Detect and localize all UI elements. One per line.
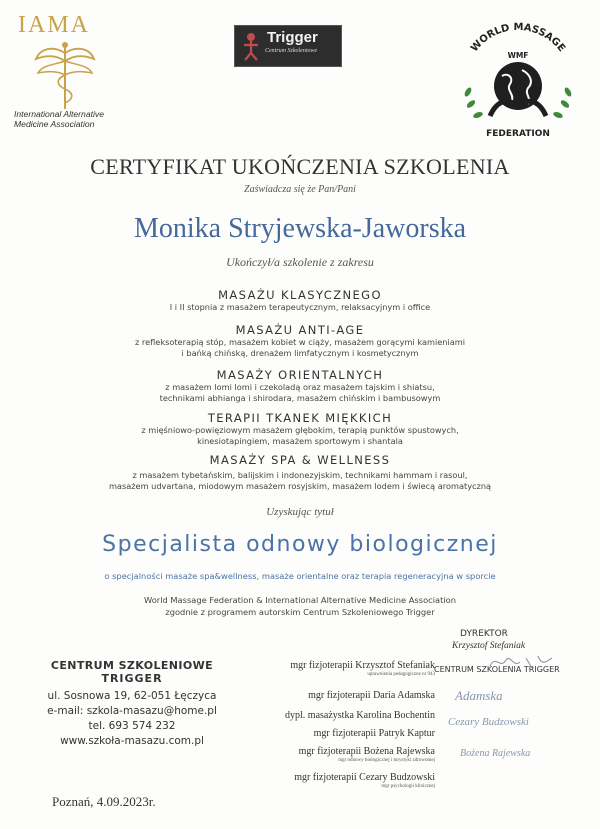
section-line: z mięśniowo-powięziowym masażem głębokim, terapią punktów spustowych, (141, 425, 459, 435)
section-line: z masażem lomi lomi i czekoladą oraz masażem tajskim i shiatsu, (165, 382, 435, 392)
signatory-name: mgr fizjoterapii Daria Adamska (308, 690, 435, 701)
section-line: z masażem tybetańskim, balijskim i indonezyjskim, technikami hammam i rasoul, (132, 470, 468, 480)
recipient-name: Monika Stryjewska-Jaworska (133, 213, 467, 244)
obtaining-text: Uzyskując tytuł (266, 506, 334, 518)
handwritten-signature-2: Cezary Budzowski (448, 716, 529, 728)
wmf-mid-text: WMF (507, 51, 529, 60)
centre-name: CENTRUM SZKOLENIOWE (50, 659, 214, 672)
caduceus-icon (34, 39, 96, 113)
section-title: TERAPII TKANEK MIĘKKICH (207, 411, 393, 425)
section-line: z refleksoterapią stóp, masażem kobiet w ciąży, masażem gorącymi kamieniami (135, 337, 465, 347)
section-title: MASAŻU KLASYCZNEGO (218, 288, 382, 302)
signatory-role: uprawnienia pedagogiczne nr 943 (367, 672, 435, 677)
centre-name-trigger: TRIGGER (101, 672, 163, 685)
iama-logo (14, 12, 134, 129)
trigger-subtitle: Centrum Szkoleniowe (265, 48, 318, 54)
director-signature (486, 652, 556, 672)
centre-address: ul. Sosnowa 19, 62-051 Łęczyca (47, 690, 217, 702)
signatory-kaptur (314, 728, 435, 739)
section-spa-wellness (0, 453, 600, 492)
section-line: kinesiotapingiem, masażem sportowym i shantala (197, 436, 403, 446)
certificate-title: CERTYFIKAT UKOŃCZENIA SZKOLENIA (90, 154, 510, 179)
signatory-role: mgr psychologii klinicznej (381, 784, 435, 789)
section-klasyczny (0, 288, 600, 313)
award-title: Specjalista odnowy biologicznej (102, 532, 498, 557)
iama-subtitle-line1: International Alternative (14, 109, 104, 119)
completed-text: Ukończył/a szkolenie z zakresu (226, 255, 374, 269)
wmf-top-text: WORLD MASSAGE (469, 21, 568, 55)
signatory-name: dypl. masażystka Karolina Bochentin (285, 710, 435, 721)
issuer-block (0, 594, 600, 618)
section-tkanki-miekkie (0, 411, 600, 447)
director-name: Krzysztof Stefaniak (452, 641, 526, 651)
signatory-bochentin (285, 710, 435, 721)
iama-subtitle-line2: Medicine Association (14, 119, 95, 129)
signatory-name: mgr fizjoterapii Patryk Kaptur (313, 728, 435, 739)
centre-website: www.szkoła-masazu.com.pl (60, 735, 204, 747)
section-line: masażem udvartana, miodowym masażem rosyjskim, masażem lodem i świecą aromatyczną (108, 481, 492, 491)
section-line: I i II stopnia z masażem terapeutycznym, relaksacyjnym i office (169, 302, 431, 312)
trigger-logo (234, 25, 342, 67)
iama-title: IAMA (18, 12, 90, 38)
signatory-name: mgr fizjoterapii Cezary Budzowski (294, 772, 435, 783)
award-specialization: o specjalności masaże spa&wellness, masaże orientalne oraz terapia regeneracyjna w sporcie (104, 571, 496, 581)
attests-text: Zaświadcza się że Pan/Pani (244, 184, 356, 195)
signatory-name: mgr fizjoterapii Krzysztof Stefaniak (290, 660, 435, 671)
wmf-logo (454, 20, 582, 144)
signatory-rajewska (299, 746, 435, 764)
signatory-budzowski (294, 772, 435, 790)
iama-subtitle (14, 109, 134, 129)
handwritten-signature-1: Adamska (455, 688, 503, 703)
trigger-name: Trigger (267, 29, 318, 46)
centre-email: e-mail: szkola-masazu@home.pl (47, 705, 217, 717)
signatory-stefaniak (290, 660, 435, 678)
signatory-role: mgr odnowy biologicznej i turystyki zdrowotnej (338, 758, 435, 763)
centre-contact-block (32, 659, 232, 749)
trigger-figure-icon (238, 31, 264, 61)
place-date: Poznań, 4.09.2023r. (52, 794, 156, 809)
section-orientalne (0, 368, 600, 404)
director-label: DYREKTOR (460, 629, 508, 639)
handwritten-signature-3: Bożena Rajewska (460, 748, 531, 759)
section-line: i bańką chińską, drenażem limfatycznym i kosmetycznym (181, 348, 419, 358)
centre-phone: tel. 693 574 232 (88, 720, 176, 732)
section-title: MASAŻU ANTI-AGE (235, 323, 365, 337)
director-centre: CENTRUM SZKOLENIA TRIGGER (434, 665, 560, 674)
issuer-line-2: zgodnie z programem autorskim Centrum Szkoleniowego Trigger (165, 607, 435, 617)
signatory-name: mgr fizjoterapii Bożena Rajewska (298, 746, 435, 757)
section-anti-age (0, 323, 600, 359)
section-title: MASAŻY SPA & WELLNESS (209, 453, 391, 467)
wmf-bottom-text: FEDERATION (486, 129, 550, 139)
section-line: technikami abhianga i shirodara, masażem chińskim i bambusowym (159, 393, 441, 403)
section-title: MASAŻY ORIENTALNYCH (216, 368, 384, 382)
signatory-adamska (308, 690, 435, 701)
issuer-line-1: World Massage Federation & International Alternative Medicine Association (143, 595, 456, 605)
